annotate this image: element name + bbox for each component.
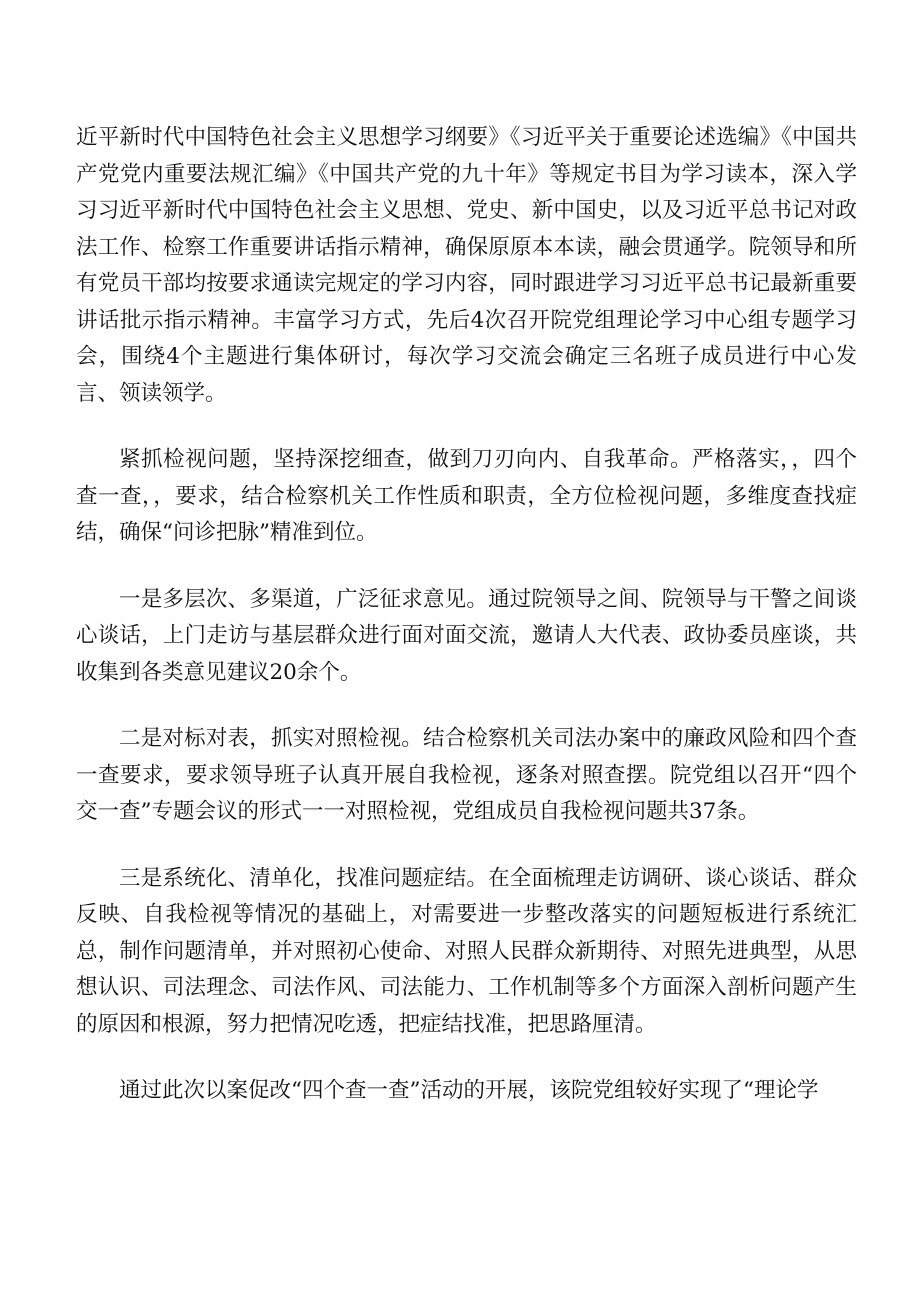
paragraph-conclusion: 通过此次以案促改“四个查一查”活动的开展，该院党组较好实现了“理论学 bbox=[119, 1078, 819, 1103]
paragraph-point-three: 三是系统化、清单化，找准问题症结。在全面梳理走访调研、谈心谈话、群众反映、自我检视等情况的基础上，对需要进一步整改落实的问题短板进行系统汇总，制作问题清单，并对照初心使命、对照人民群众新期待、对照先进典型，从思想认识、司法理念、司法作风、司法能力、工作机制等多个方面深入剖析问题产生的原因和根源，努力把情况吃透，把症结找准，把思路厘清。 bbox=[76, 865, 857, 1037]
paragraph-point-one: 一是多层次、多渠道，广泛征求意见。通过院领导之间、院领导与干警之间谈心谈话，上门走访与基层群众进行面对面交流，邀请人大代表、政协委员座谈，共收集到各类意见建议20余个。 bbox=[76, 586, 857, 685]
paragraph-point-two: 二是对标对表，抓实对照检视。结合检察机关司法办案中的廉政风险和四个查一查要求，要求领导班子认真开展自我检视，逐条对照查摆。院党组以召开“四个交一查”专题会议的形式一一对照检视，党组成员自我检视问题共37条。 bbox=[76, 726, 857, 824]
paragraph-problem-inspection: 紧抓检视问题，坚持深挖细查，做到刀刃向内、自我革命。严格落实，，四个查一查，，要求，结合检察机关工作性质和职责，全方位检视问题，多维度查找症结，确保“问诊把脉”精准到位。 bbox=[76, 447, 857, 545]
paragraph-study-materials: 近平新时代中国特色社会主义思想学习纲要》《习近平关于重要论述选编》《中国共产党党内重要法规汇编》《中国共产党的九十年》等规定书目为学习读本，深入学习习近平新时代中国特色社会主义思想、党史、新中国史，以及习近平总书记对政法工作、检察工作重要讲话指示精神，确保原原本本读，融会贯通学。院领导和所有党员干部均按要求通读完规定的学习内容，同时跟进学习习近平总书记最新重要讲话批示指示精神。丰富学习方式，先后4次召开院党组理论学习中心组专题学习会，围绕4个主题进行集体研讨，每次学习交流会确定三名班子成员进行中心发言、领读领学。 bbox=[76, 125, 857, 406]
document-body bbox=[76, 120, 857, 1110]
